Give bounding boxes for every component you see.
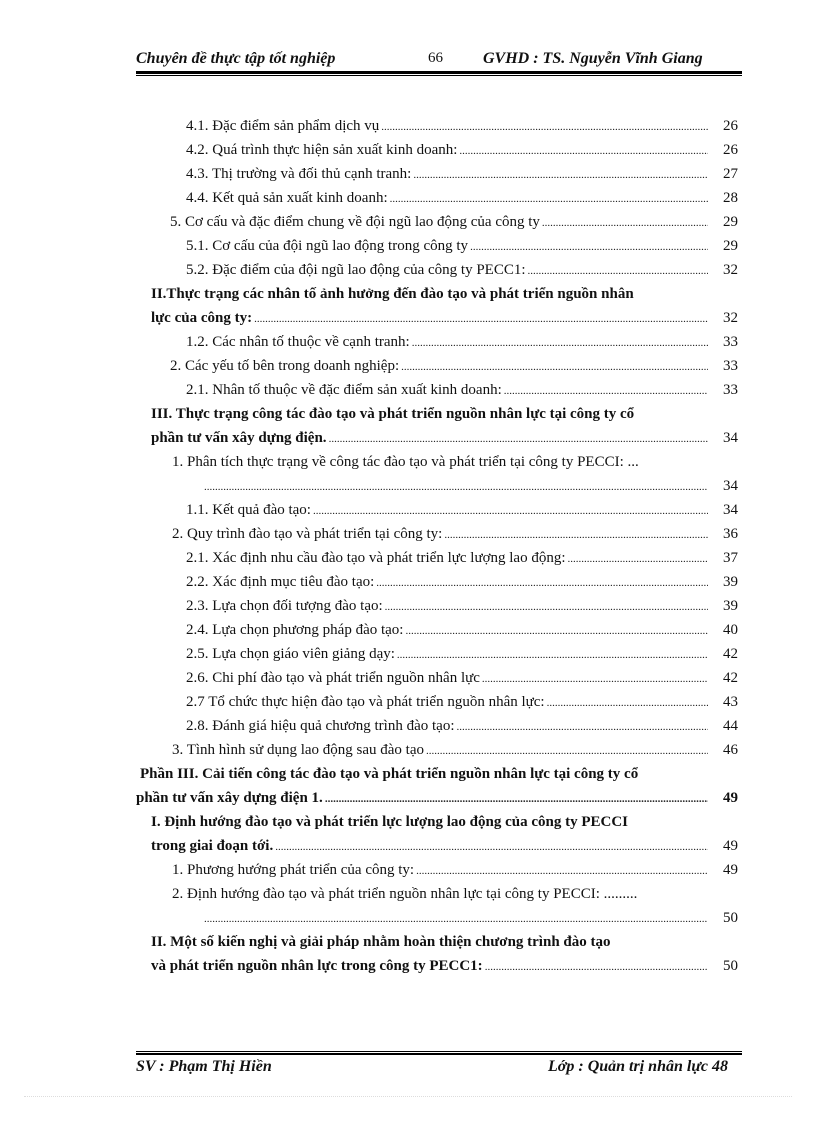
toc-entry[interactable]: lực của công ty: ..... 32 [151,307,738,329]
toc-entry[interactable]: 2.7 Tổ chức thực hiện đào tạo và phát triển nguồn nhân lực: ..... 43 [186,691,738,713]
toc-entry[interactable]: ..... 50 [202,907,738,929]
toc-entry[interactable]: 4.1. Đặc điểm sản phẩm dịch vụ ..... 26 [186,115,738,137]
toc-entry[interactable]: 5.2. Đặc điểm của đội ngũ lao động của công ty PECC1: ..... 32 [186,259,738,281]
header-page-number: 66 [428,50,443,66]
toc-entry[interactable]: 4.4. Kết quả sản xuất kinh doanh: ..... 28 [186,187,738,209]
header-rule-thin [136,75,742,76]
toc-entry[interactable]: II.Thực trạng các nhân tố ảnh hưởng đến đào tạo và phát triển nguồn nhân [151,286,634,302]
toc-entry[interactable]: 2.1. Nhân tố thuộc về đặc điểm sản xuất kinh doanh: ..... 33 [186,379,738,401]
toc-entry[interactable]: 2. Định hướng đào tạo và phát triển nguồn nhân lực tại công ty PECCI: ......... [172,886,638,902]
toc-entry[interactable]: 2.1. Xác định nhu cầu đào tạo và phát triển lực lượng lao động: ..... 37 [186,547,738,569]
toc-entry[interactable]: 1. Phương hướng phát triển của công ty: ..... 49 [172,859,738,881]
toc-entry[interactable]: 2. Quy trình đào tạo và phát triển tại công ty: ..... 36 [172,523,738,545]
toc-entry[interactable]: 4.3. Thị trường và đối thủ cạnh tranh: ..... 27 [186,163,738,185]
toc-entry[interactable]: 2.3. Lựa chọn đối tượng đào tạo: ..... 39 [186,595,738,617]
toc-entry[interactable]: 2.2. Xác định mục tiêu đào tạo: ..... 39 [186,571,738,593]
header-rule [136,71,742,74]
page-footer [136,1055,728,1079]
toc-entry[interactable]: 2.8. Đánh giá hiệu quả chương trình đào tạo: ..... 44 [186,715,738,737]
toc-entry[interactable]: 3. Tình hình sử dụng lao động sau đào tạo ..... 46 [172,739,738,761]
toc-entry[interactable]: 1. Phân tích thực trạng về công tác đào tạo và phát triển tại công ty PECCI: ... [172,454,639,470]
toc-entry[interactable]: 2.4. Lựa chọn phương pháp đào tạo: ..... 40 [186,619,738,641]
toc-entry[interactable]: Phần III. Cải tiến công tác đào tạo và phát triển nguồn nhân lực tại công ty cổ [140,766,639,782]
toc-entry[interactable]: phần tư vấn xây dựng điện. ..... 34 [151,427,738,449]
footer-class: Lớp : Quản trị nhân lực 48 [548,1058,728,1075]
header-advisor: GVHD : TS. Nguyễn Vĩnh Giang [483,50,703,67]
toc-entry[interactable]: II. Một số kiến nghị và giải pháp nhằm hoàn thiện chương trình đào tạo [151,934,611,950]
page-header [136,46,728,72]
footer-student: SV : Phạm Thị Hiền [136,1058,272,1075]
toc-entry[interactable]: 1.2. Các nhân tố thuộc về cạnh tranh: ..... 33 [186,331,738,353]
toc-entry[interactable]: 1.1. Kết quả đào tạo: ..... 34 [186,499,738,521]
toc-entry[interactable]: trong giai đoạn tới. ..... 49 [151,835,738,857]
toc-entry[interactable]: và phát triển nguồn nhân lực trong công ty PECC1: ..... 50 [151,955,738,977]
toc-entry[interactable]: 4.2. Quá trình thực hiện sản xuất kinh doanh: ..... 26 [186,139,738,161]
toc-entry[interactable]: 2.6. Chi phí đào tạo và phát triển nguồn nhân lực ..... 42 [186,667,738,689]
toc-entry[interactable]: 2.5. Lựa chọn giáo viên giảng dạy: ..... 42 [186,643,738,665]
page-edge-divider [24,1096,792,1097]
toc-entry[interactable]: 5.1. Cơ cấu của đội ngũ lao động trong công ty ..... 29 [186,235,738,257]
toc-entry[interactable]: 5. Cơ cấu và đặc điểm chung về đội ngũ lao động của công ty ..... 29 [170,211,738,233]
header-document-title: Chuyên đề thực tập tốt nghiệp [136,50,336,67]
toc-entry[interactable]: III. Thực trạng công tác đào tạo và phát triển nguồn nhân lực tại công ty cổ [151,406,635,422]
footer-rule-thin [136,1051,742,1052]
toc-entry[interactable]: I. Định hướng đào tạo và phát triển lực lượng lao động của công ty PECCI [151,814,629,830]
toc-entry[interactable]: 2. Các yếu tố bên trong doanh nghiệp: ..... 33 [170,355,738,377]
toc-entry[interactable]: ..... 34 [202,475,738,497]
toc-entry[interactable]: phần tư vấn xây dựng điện 1. ..... 49 [136,787,738,809]
